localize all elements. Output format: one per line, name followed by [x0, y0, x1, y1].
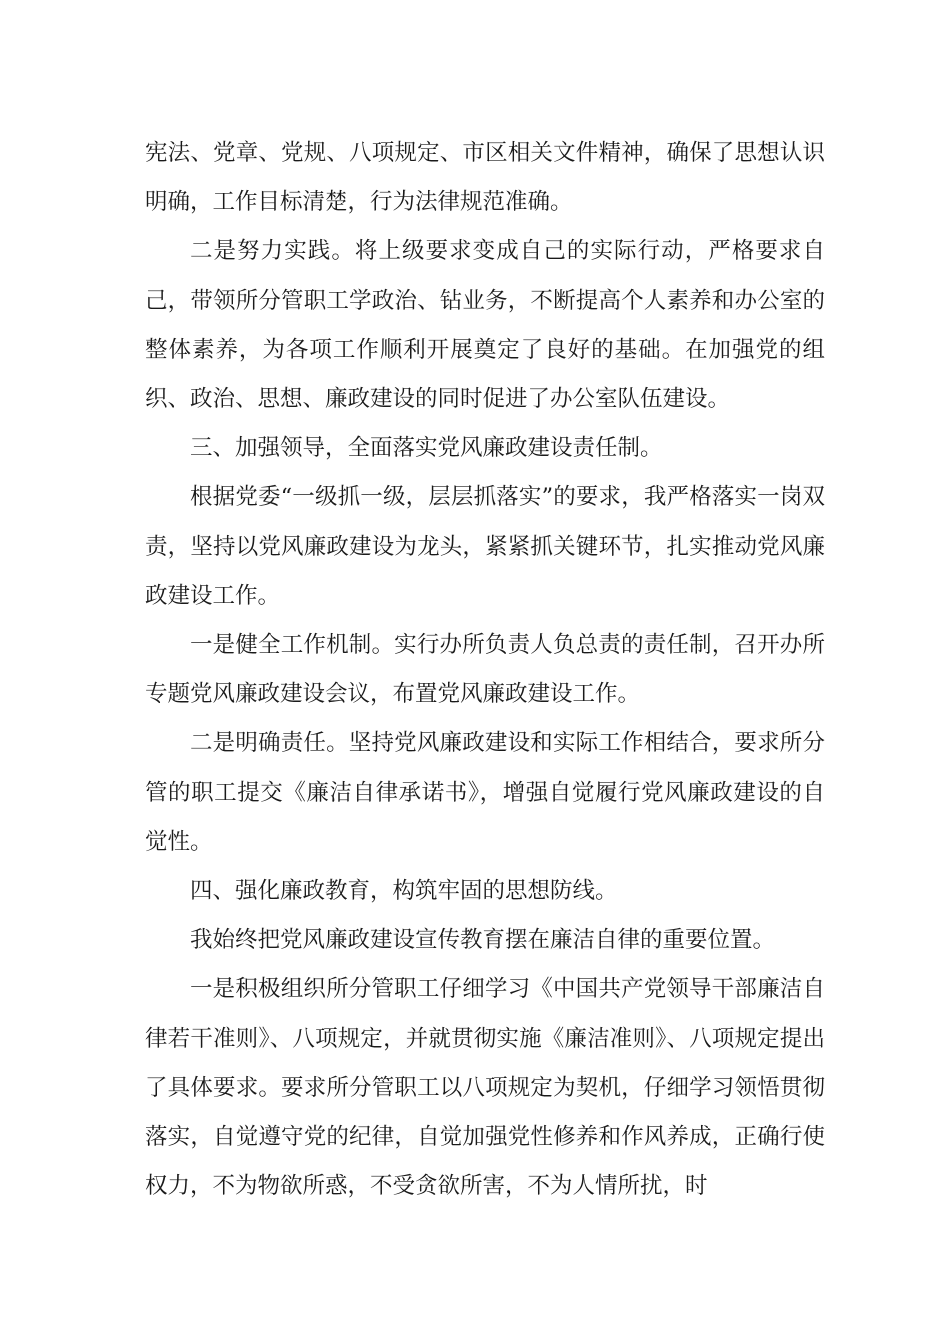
- paragraph-5: 一是健全工作机制。实行办所负责人负总责的责任制，召开办所专题党风廉政建设会议，布置党风廉政建设工作。: [145, 632, 825, 708]
- paragraph-2: 二是努力实践。将上级要求变成自己的实际行动，严格要求自己，带领所分管职工学政治、钻业务，不断提高个人素养和办公室的整体素养，为各项工作顺利开展奠定了良好的基础。在加强党的组织、政治、思想、廉政建设的同时促进了办公室队伍建设。: [145, 238, 825, 413]
- section-heading-4: 四、强化廉政教育，构筑牢固的思想防线。: [190, 878, 618, 905]
- document-body: [145, 129, 825, 1211]
- paragraph-4: 根据党委“一级抓一级，层层抓落实”的要求，我严格落实一岗双责，坚持以党风廉政建设为龙头，紧紧抓关键环节，扎实推动党风廉政建设工作。: [145, 484, 825, 609]
- paragraph-6: 二是明确责任。坚持党风廉政建设和实际工作相结合，要求所分管的职工提交《廉洁自律承诺书》，增强自觉履行党风廉政建设的自觉性。: [145, 730, 825, 855]
- paragraph-8: 我始终把党风廉政建设宣传教育摆在廉洁自律的重要位置。: [190, 927, 776, 954]
- paragraph-9: 一是积极组织所分管职工仔细学习《中国共产党领导干部廉洁自律若干准则》、八项规定，并就贯彻实施《廉洁准则》、八项规定提出了具体要求。要求所分管职工以八项规定为契机，仔细学习领悟贯彻落实，自觉遵守党的纪律，自觉加强党性修养和作风养成，正确行使权力，不为物欲所惑，不受贪欲所害，不为人情所扰，时: [145, 976, 825, 1200]
- paragraph-1: 宪法、党章、党规、八项规定、市区相关文件精神，确保了思想认识明确，工作目标清楚，行为法律规范准确。: [145, 140, 825, 216]
- section-heading-3: 三、加强领导，全面落实党风廉政建设责任制。: [190, 435, 663, 462]
